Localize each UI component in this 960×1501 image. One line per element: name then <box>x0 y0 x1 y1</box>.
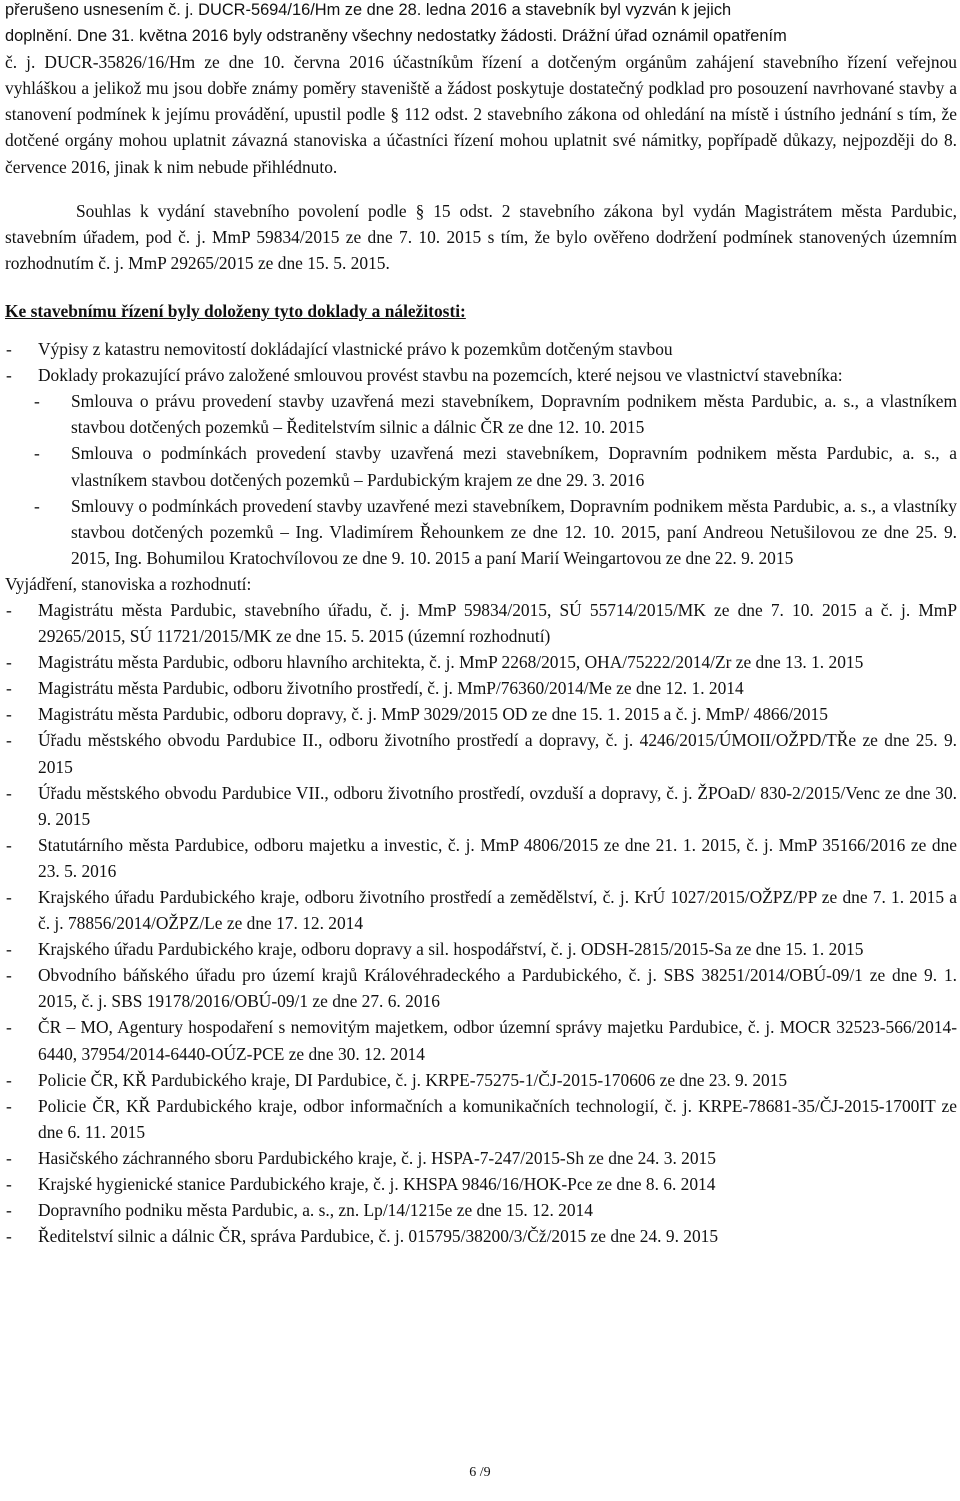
list-item: - Ředitelství silnic a dálnic ČR, správa Pardubice, č. j. 015795/38200/3/Čž/2015 ze dne 24. 9. 2015 <box>5 1223 957 1249</box>
intro-paragraph <box>5 0 957 180</box>
list-item: - Magistrátu města Pardubic, odboru hlavního architekta, č. j. MmP 2268/2015, OHA/75222/2014/Zr ze dne 13. 1. 2015 <box>5 649 957 675</box>
list-item: - Magistrátu města Pardubic, odboru životního prostředí, č. j. MmP/76360/2014/Me ze dne 12. 1. 2014 <box>5 675 957 701</box>
list-item: - ČR – MO, Agentury hospodaření s nemovitým majetkem, odbor územní správy majetku Pardubice, č. j. MOCR 32523-566/2014-6440, 37954/2014-6440-OÚZ-PCE ze dne 30. 12. 2014 <box>5 1014 957 1066</box>
page-number: 6 /9 <box>469 1465 491 1480</box>
documents-list <box>5 336 957 571</box>
intro-text: č. j. DUCR-35826/16/Hm ze dne 10. června 2016 účastníkům řízení a dotčeným orgánům zahájení stavebního řízení veřejnou vyhláškou a jelikož mu jsou dobře známy poměry staveniště a žádost poskytuje dostatečný podklad pro posouzení navrhované stavby a stanovení podmínek k jejímu provádění, upustil podle § 112 odst. 2 stavebního zákona od ohledání na místě i ústního jednání s tím, že dotčené orgány mohou uplatnit závazná stanoviska a účastníci řízení mohou uplatnit své námitky, popřípadě důkazy, nejpozději do 8. července 2016, jinak k nim nebude přihlédnuto. <box>5 52 957 177</box>
list-item: - Dopravního podniku města Pardubic, a. s., zn. Lp/14/1215e ze dne 15. 12. 2014 <box>5 1197 957 1223</box>
list-item: - Krajského úřadu Pardubického kraje, odboru dopravy a sil. hospodářství, č. j. ODSH-2815/2015-Sa ze dne 15. 1. 2015 <box>5 936 957 962</box>
list-item: - Úřadu městského obvodu Pardubice VII., odboru životního prostředí, ovzduší a dopravy, č. j. ŽPOaD/ 830-2/2015/Venc ze dne 30. 9. 2015 <box>5 780 957 832</box>
list-item: - Výpisy z katastru nemovitostí dokládající vlastnické právo k pozemkům dotčeným stavbou <box>5 336 957 362</box>
list-item: - Magistrátu města Pardubic, odboru dopravy, č. j. MmP 3029/2015 OD ze dne 15. 1. 2015 a č. j. MmP/ 4866/2015 <box>5 701 957 727</box>
list-item: - Obvodního báňského úřadu pro území krajů Královéhradeckého a Pardubického, č. j. SBS 38251/2014/OBÚ-09/1 ze dne 9. 1. 2015, č. j. SBS 19178/2016/OBÚ-09/1 ze dne 27. 6. 2016 <box>5 962 957 1014</box>
document-page <box>5 0 957 1249</box>
list-item: - Statutárního města Pardubice, odboru majetku a investic, č. j. MmP 4806/2015 ze dne 21. 1. 2015, č. j. MmP 35166/2016 ze dne 23. 5. 2016 <box>5 832 957 884</box>
list-item: - Krajské hygienické stanice Pardubického kraje, č. j. KHSPA 9846/16/HOK-Pce ze dne 8. 6. 2014 <box>5 1171 957 1197</box>
list-item: - Policie ČR, KŘ Pardubického kraje, odbor informačních a komunikačních technologií, č. j. KRPE-78681-35/ČJ-2015-1700IT ze dne 6. 11. 2015 <box>5 1093 957 1145</box>
list-item: - Policie ČR, KŘ Pardubického kraje, DI Pardubice, č. j. KRPE-75275-1/ČJ-2015-170606 ze dne 23. 9. 2015 <box>5 1067 957 1093</box>
opinions-heading: Vyjádření, stanoviska a rozhodnutí: <box>5 573 252 594</box>
sub-list-item: - Smlouvy o podmínkách provedení stavby uzavřené mezi stavebníkem, Dopravním podnikem města Pardubic, a. s., a vlastníky stavbou dotčených pozemků – Ing. Vladimírem Řehounkem ze dne 12. 10. 2015, paní Andreou Netušilovou ze dne 25. 9. 2015, Ing. Bohumilou Kratochvílovou ze dne 9. 10. 2015 a paní Marií Weingartovou ze dne 22. 9. 2015 <box>5 493 957 571</box>
consent-paragraph: Souhlas k vydání stavebního povolení podle § 15 odst. 2 stavebního zákona byl vydán Magistrátem města Pardubic, stavebním úřadem, pod č. j. MmP 59834/2015 ze dne 7. 10. 2015 s tím, že bylo ověřeno dodržení podmínek stanovených územním rozhodnutím č. j. MmP 29265/2015 ze dne 15. 5. 2015. <box>5 200 957 273</box>
intro-line-1: přerušeno usnesením č. j. DUCR-5694/16/Hm ze dne 28. ledna 2016 a stavebník byl vyzván k jejich <box>5 1 732 19</box>
sub-list-item: - Smlouva o podmínkách provedení stavby uzavřená mezi stavebníkem, Dopravním podnikem města Pardubic, a. s., a vlastníkem stavbou dotčených pozemků – Pardubickým krajem ze dne 29. 3. 2016 <box>5 440 957 492</box>
opinions-list <box>5 597 957 1249</box>
intro-line-2: doplnění. Dne 31. května 2016 byly odstraněny všechny nedostatky žádosti. Drážní úřad oznámil opatřením <box>5 27 787 46</box>
list-item: - Doklady prokazující právo založené smlouvou provést stavbu na pozemcích, které nejsou ve vlastnictví stavebníka: <box>5 362 957 388</box>
list-item: - Hasičského záchranného sboru Pardubického kraje, č. j. HSPA-7-247/2015-Sh ze dne 24. 3. 2015 <box>5 1145 957 1171</box>
list-item: - Magistrátu města Pardubic, stavebního úřadu, č. j. MmP 59834/2015, SÚ 55714/2015/MK ze dne 7. 10. 2015 a č. j. MmP 29265/2015, SÚ 11721/2015/MK ze dne 15. 5. 2015 (územní rozhodnutí) <box>5 597 957 649</box>
sub-list-item: - Smlouva o právu provedení stavby uzavřená mezi stavebníkem, Dopravním podnikem města Pardubic, a. s., a vlastníkem stavbou dotčených pozemků – Ředitelstvím silnic a dálnic ČR ze dne 12. 10. 2015 <box>5 388 957 440</box>
list-item: - Úřadu městského obvodu Pardubice II., odboru životního prostředí a dopravy, č. j. 4246/2015/ÚMOII/OŽPD/TŘe ze dne 25. 9. 2015 <box>5 727 957 779</box>
documents-heading: Ke stavebnímu řízení byly doloženy tyto doklady a náležitosti: <box>5 300 466 321</box>
list-item: - Krajského úřadu Pardubického kraje, odboru životního prostředí a zemědělství, č. j. KrÚ 1027/2015/OŽPZ/PP ze dne 7. 1. 2015 a č. j. 78856/2014/OŽPZ/Le ze dne 17. 12. 2014 <box>5 884 957 936</box>
